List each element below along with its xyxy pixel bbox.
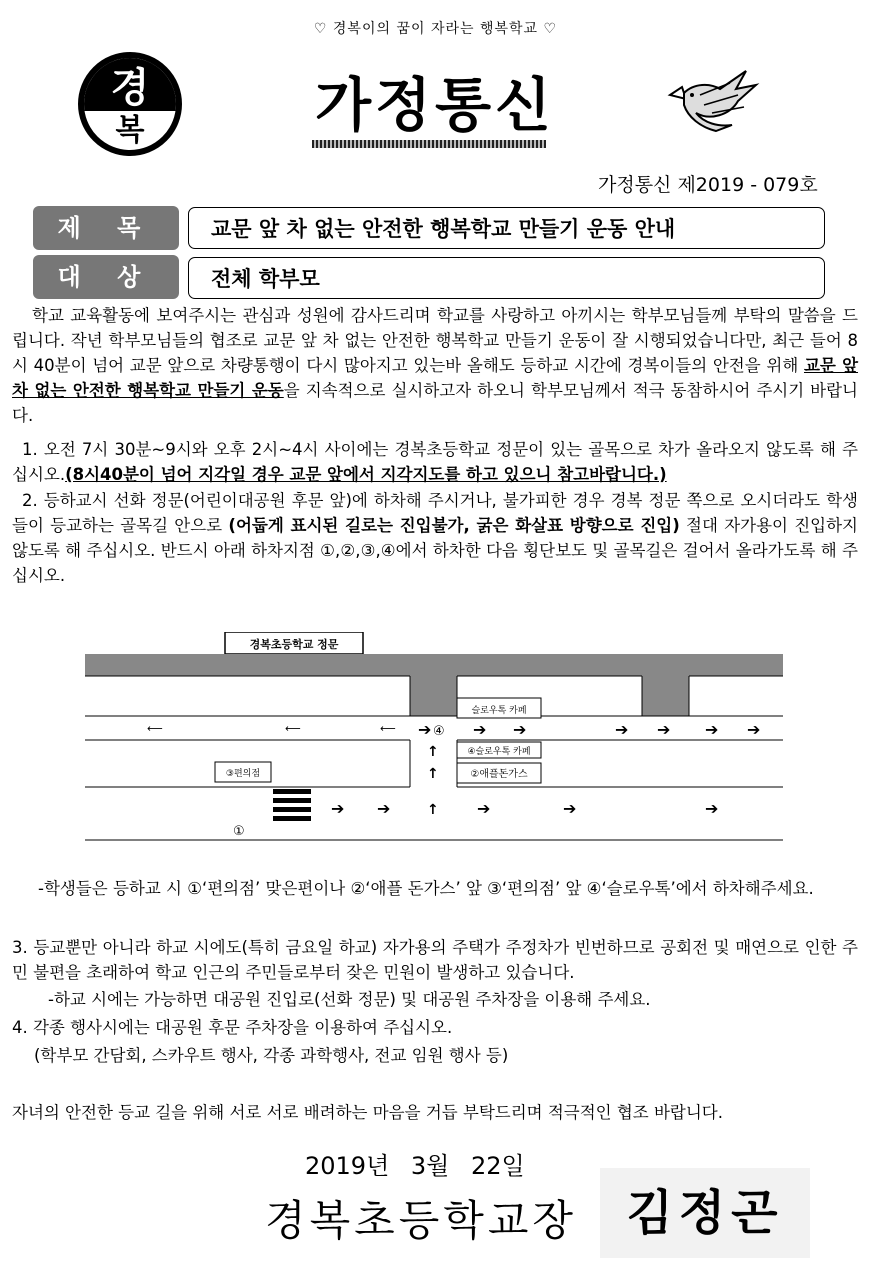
drop-off-map [85,632,785,847]
item-2-emphasis: (어둡게 표시된 길로는 진입불가, 굵은 화살표 방향으로 진입) [228,516,680,535]
slogan: ♡ 경복이의 꿈이 자라는 행복학교 ♡ [313,21,558,37]
closing: 자녀의 안전한 등교 길을 위해 서로 서로 배려하는 마음을 거듭 부탁드리며 적극적인 협조 바랍니다. [12,1103,723,1122]
cafe-mid-label: ④슬로우톡 카페 [467,747,531,757]
pork-label: ②애플돈가스 [470,769,528,780]
subject-value: 교문 앞 차 없는 안전한 행복학교 만들기 운동 안내 [188,207,825,249]
intro-paragraph [12,303,858,428]
title-underline [312,140,546,148]
svg-text:➔: ➔ [477,799,491,818]
date: 2019년 3월 22일 [305,1152,525,1180]
item-1-emphasis: (8시40분이 넘어 지각일 경우 교문 앞에서 지각지도를 하고 있으니 참고바랍니다.) [65,465,667,484]
point-1-label: ① [233,824,245,839]
item-4-sub: (학부모 간담회, 스카우트 행사, 각종 과학행사, 전교 임원 행사 등) [34,1046,509,1065]
svg-text:➔: ➔ [473,720,487,739]
item-2 [12,488,858,588]
signature: 김정곤 [626,1185,784,1241]
note-1: -학생들은 등하교 시 ①‘편의점’ 맞은편이나 ②‘애플 돈가스’ 앞 ③‘편의점’ 앞 ④‘슬로우톡’에서 하차해주세요. [38,879,814,898]
logo-top-glyph: 경 [84,58,176,111]
newsletter-title: 가정통신 [314,71,556,139]
svg-text:➔: ➔ [331,799,345,818]
item-3: 3. 등교뿐만 아니라 하교 시에도(특히 금요일 하교) 자가용의 주택가 주정차가 빈번하므로 공회전 및 매연으로 인한 주민 불편을 초래하여 학교 인근의 주민들로부터 잦은 민원이 발생하고 있습니다. [12,938,858,982]
item-2-text-end: 절대 자가용이 진입하지 않도록 해 주십시오. 반드시 아래 하차지점 ①,②,③,④에서 하차한 다음 횡단보도 및 골목길은 걸어서 올라가도록 해 주십시오. [12,516,859,585]
svg-text:➔: ➔ [657,720,671,739]
item-1-text: 1. 오전 7시 30분~9시와 오후 2시~4시 사이에는 경복초등학교 정문이 있는 골목으로 차가 올라오지 않도록 해 주십시오. [12,440,858,484]
alley-road [410,676,457,716]
intro-text-end: 을 지속적으로 실시하고자 하오니 학부모님께서 적극 동참하시어 주시기 바랍니다. [12,381,858,425]
target-label: 대 상 [33,255,179,299]
school-logo [78,52,182,156]
signature-box [600,1168,810,1258]
cafe-top-label: 슬로우톡 카페 [471,706,527,716]
item-1 [12,437,858,487]
logo-bottom-glyph: 복 [115,113,145,149]
principal-title: 경복초등학교장 [265,1196,578,1245]
svg-text:⟵: ⟵ [147,722,163,735]
subject-label: 제 목 [33,206,179,250]
svg-text:➔: ➔ [418,720,432,739]
svg-text:↑: ↑ [427,802,439,818]
target-value: 전체 학부모 [188,257,825,299]
store-label: ③편의점 [225,769,261,779]
top-road [85,654,783,676]
svg-text:➔: ➔ [563,799,577,818]
item-2-text: 2. 등하교시 선화 정문(어린이대공원 후문 앞)에 하차해 주시거나, 불가피한 경우 경복 정문 쪽으로 오시더라도 학생들이 등교하는 골목길 안으로 [12,491,858,535]
arrows-up [427,744,439,818]
right-alley-road [642,676,689,716]
svg-text:➔: ➔ [513,720,527,739]
svg-text:⟵: ⟵ [380,722,396,735]
gate-label: 경복초등학교 정문 [249,638,339,651]
point-4-label: ④ [433,724,445,739]
svg-text:↑: ↑ [427,744,439,760]
svg-text:↑: ↑ [427,766,439,782]
bird-with-letter-icon [660,65,760,135]
arrows-left [147,722,396,735]
svg-text:➔: ➔ [615,720,629,739]
issue-number: 가정통신 제2019 - 079호 [598,174,818,196]
svg-text:➔: ➔ [377,799,391,818]
svg-text:➔: ➔ [705,799,719,818]
svg-text:➔: ➔ [705,720,719,739]
svg-text:⟵: ⟵ [285,722,301,735]
intro-emphasis: 교문 앞 차 없는 안전한 행복학교 만들기 운동 [12,356,859,400]
svg-text:➔: ➔ [747,720,761,739]
note-2: -하교 시에는 가능하면 대공원 진입로(선화 정문) 및 대공원 주차장을 이용해 주세요. [48,990,651,1009]
item-4: 4. 각종 행사시에는 대공원 후문 주차장을 이용하여 주십시오. [12,1018,453,1037]
intro-text: 학교 교육활동에 보여주시는 관심과 성원에 감사드리며 학교를 사랑하고 아끼시는 학부모님들께 부탁의 말씀을 드립니다. 작년 학부모님들의 협조로 교문 앞 차 없는 안전한 행복학교 만들기 운동이 잘 시행되었습니다만, 최근 들어 8시 40분이 넘어 교문 앞으로 차량통행이 다시 많아지고 있는바 올해도 등하교 시간에 경복이들의 안전을 위해 [12,306,858,375]
crosswalk [273,789,311,821]
